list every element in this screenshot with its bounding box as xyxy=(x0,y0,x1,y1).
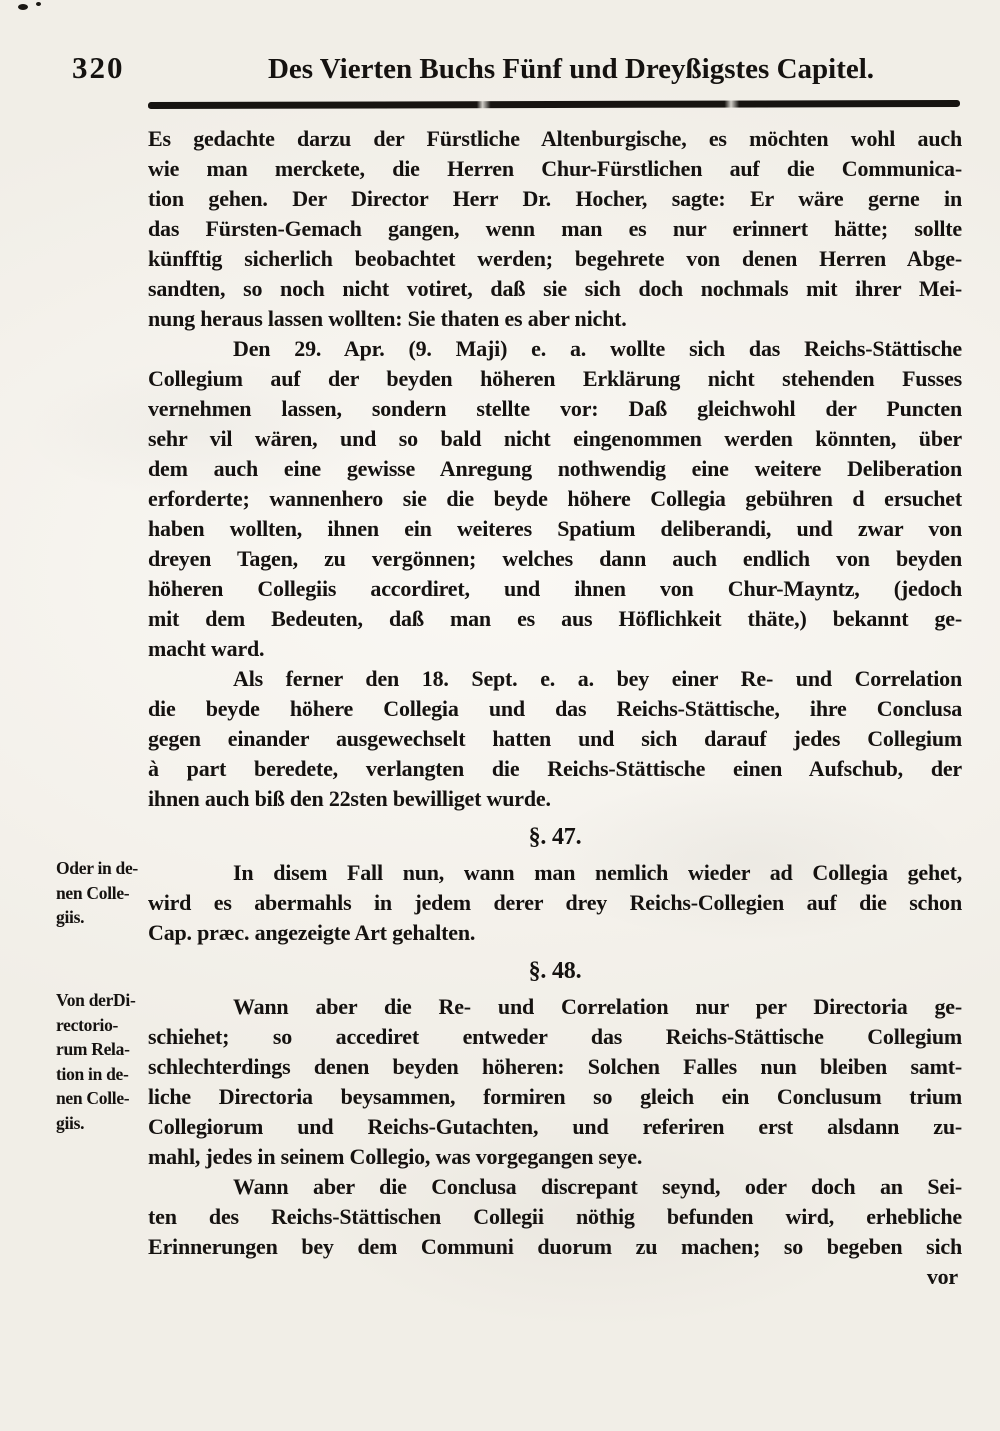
text-line: dem auch eine gewisse Anregung nothwendig eine weitere Deliberation xyxy=(148,456,962,481)
text-line: haben wollten, ihnen ein weiteres Spatium deliberandi, und zwar von xyxy=(148,516,962,541)
text-line: Es gedachte darzu der Fürstliche Altenburgische, es möchten wohl auch xyxy=(148,126,962,151)
text-column xyxy=(148,124,962,1292)
text-line: ihnen auch biß den 22sten bewilliget wurde. xyxy=(148,786,551,811)
chapter-header-title: Des Vierten Buchs Fünf und Dreyßigstes Capitel. xyxy=(267,53,875,85)
text-line: dreyen Tagen, zu vergönnen; welches dann auch endlich von beyden xyxy=(148,546,962,571)
text-line: erforderte; wannenhero sie die beyde höhere Collegia gebühren d ersuchet xyxy=(148,486,962,511)
paragraph xyxy=(148,664,962,814)
margin-note-line: nen Colle- xyxy=(56,1088,130,1108)
catchword: vor xyxy=(926,1264,958,1289)
margin-note-line: giis. xyxy=(56,1112,85,1133)
text-line: vernehmen lassen, sondern stellte vor: Daß gleichwohl der Puncten xyxy=(148,396,962,421)
margin-note-line: rectorio- xyxy=(56,1014,119,1035)
paragraph xyxy=(148,858,962,948)
text-line: künfftig sicherlich beobachtet werden; begehrete von denen Herren Abge- xyxy=(148,246,962,271)
text-line: macht ward. xyxy=(148,636,265,661)
text-line: sehr vil wären, und so bald nicht eingenommen werden könnten, über xyxy=(148,426,962,451)
text-line: à part beredete, verlangten die Reichs-Stättische einen Aufschub, der xyxy=(148,756,962,781)
text-line: Als ferner den 18. Sept. e. a. bey einer Re- und Correlation xyxy=(233,666,962,691)
paragraph xyxy=(148,124,962,334)
header-rule xyxy=(148,100,960,109)
text-line: wird es abermahls in jedem derer drey Reichs-Collegien auf die schon xyxy=(148,890,962,915)
margin-note-line: rum Rela- xyxy=(56,1039,130,1059)
scan-speck xyxy=(18,4,28,10)
text-line: In disem Fall nun, wann man nemlich wieder ad Collegia gehet, xyxy=(233,860,962,885)
running-header xyxy=(72,50,960,92)
margin-note-line: tion in de- xyxy=(56,1063,129,1084)
section-heading-48: §. 48. xyxy=(528,958,582,984)
section-heading-47: §. 47. xyxy=(528,824,582,850)
text-line: schlechterdings denen beyden höheren: Solchen Falles nun bleiben samt- xyxy=(148,1054,962,1079)
margin-note-line: giis. xyxy=(56,907,85,927)
text-line: ten des Reichs-Stättischen Collegii nöthig befunden wird, erhebliche xyxy=(148,1204,962,1229)
text-line: höheren Collegiis accordiret, und ihnen von Chur-Mayntz, (jedoch xyxy=(148,576,962,601)
text-line: das Fürsten-Gemach gangen, wenn man es nur erinnert hätte; sollte xyxy=(148,216,962,241)
text-line: mit dem Bedeuten, daß man es aus Höflichkeit thäte,) bekannt ge- xyxy=(148,606,962,631)
margin-note-line: Oder in de- xyxy=(56,858,138,878)
margin-note-line: Von derDi- xyxy=(56,990,136,1010)
text-line: tion gehen. Der Director Herr Dr. Hocher, sagte: Er wäre gerne in xyxy=(148,186,962,211)
text-line: Erinnerungen bey dem Communi duorum zu machen; so begeben sich xyxy=(148,1234,962,1259)
text-line: Collegiorum und Reichs-Gutachten, und referiren erst alsdann zu- xyxy=(148,1114,962,1139)
text-line: Collegium auf der beyden höheren Erklärung nicht stehenden Fusses xyxy=(148,366,962,391)
paragraph xyxy=(148,1172,962,1262)
text-line: Den 29. Apr. (9. Maji) e. a. wollte sich das Reichs-Stättische xyxy=(233,336,962,361)
margin-note xyxy=(56,856,148,930)
text-line: Cap. præc. angezeigte Art gehalten. xyxy=(148,920,476,945)
text-line: mahl, jedes in seinem Collegio, was vorgegangen seye. xyxy=(148,1144,643,1169)
text-line: Wann aber die Conclusa discrepant seynd, oder doch an Sei- xyxy=(233,1174,962,1199)
scan-speck xyxy=(36,2,41,6)
paragraph xyxy=(148,992,962,1172)
text-line: nung heraus lassen wollten: Sie thaten es aber nicht. xyxy=(148,306,627,331)
paragraph xyxy=(148,334,962,664)
text-line: wie man merckete, die Herren Chur-Fürstlichen auf die Communica- xyxy=(148,156,962,181)
text-line: Wann aber die Re- und Correlation nur per Directoria ge- xyxy=(233,994,962,1019)
margin-note xyxy=(56,988,148,1135)
margin-note-line: nen Colle- xyxy=(56,882,130,903)
text-line: sandten, so noch nicht votiret, daß sie sich doch nochmals mit ihrer Mei- xyxy=(148,276,962,301)
text-line: gegen einander ausgewechselt hatten und sich darauf jedes Collegium xyxy=(148,726,962,751)
text-line: liche Directoria beysammen, formiren so gleich ein Conclusum trium xyxy=(148,1084,962,1109)
page-number: 320 xyxy=(72,50,125,85)
text-line: die beyde höhere Collegia und das Reichs-Stättische, ihre Conclusa xyxy=(148,696,962,721)
text-line: schiehet; so accediret entweder das Reichs-Stättische Collegium xyxy=(148,1024,962,1049)
